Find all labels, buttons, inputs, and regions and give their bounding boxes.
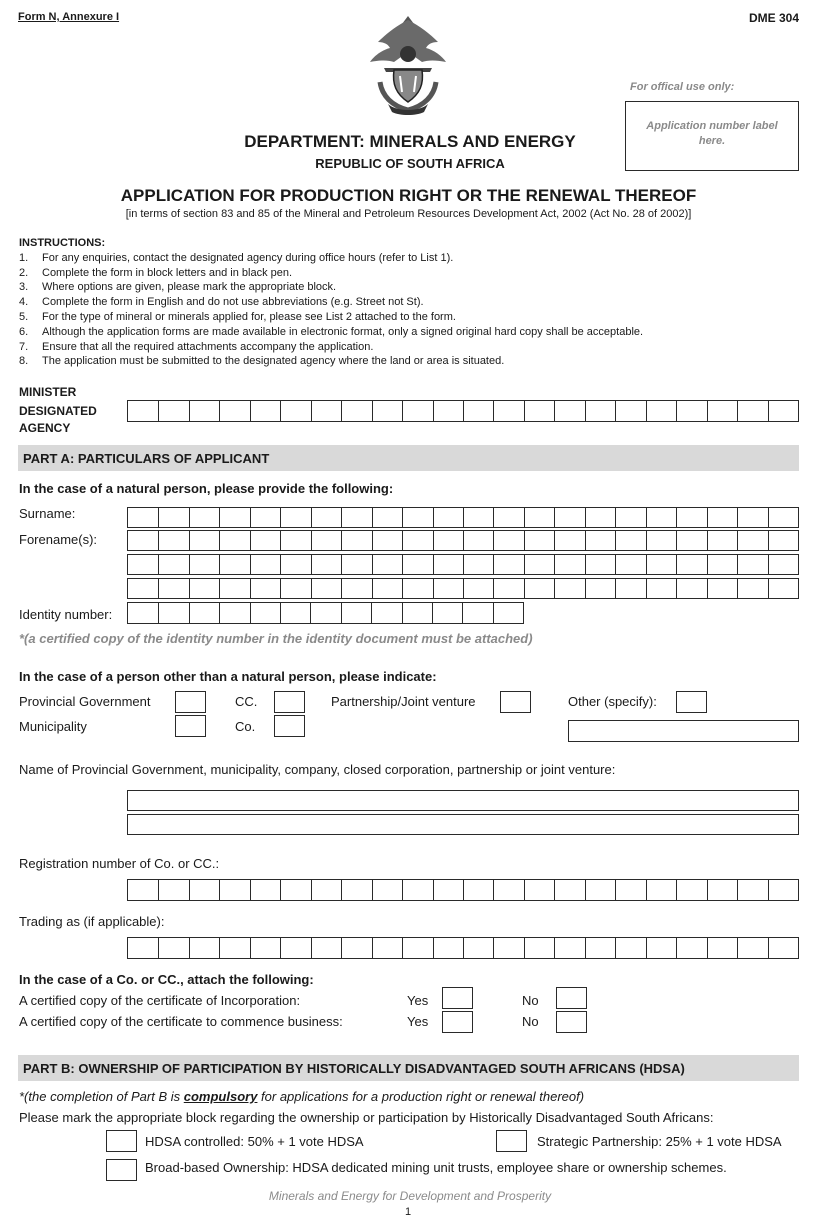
letter-cell[interactable] — [433, 531, 463, 550]
letter-cell[interactable] — [554, 508, 584, 527]
letter-cell[interactable] — [219, 555, 249, 574]
letter-cell[interactable] — [524, 508, 554, 527]
letter-cell[interactable] — [676, 555, 706, 574]
letter-cell[interactable] — [341, 880, 371, 900]
letter-cell[interactable] — [341, 508, 371, 527]
letter-cell[interactable] — [768, 555, 798, 574]
provincial-government-checkbox[interactable] — [175, 691, 206, 713]
letter-cell[interactable] — [585, 508, 615, 527]
minister-label-line1: MINISTER — [19, 385, 77, 399]
letter-cell[interactable] — [737, 555, 767, 574]
letter-cell[interactable] — [676, 531, 706, 550]
letter-cell[interactable] — [463, 880, 493, 900]
part-b-note — [19, 1089, 584, 1104]
letter-cell[interactable] — [646, 508, 676, 527]
registration-number-label: Registration number of Co. or CC.: — [19, 856, 220, 871]
letter-cell[interactable] — [189, 938, 219, 958]
cert-commence-no-checkbox[interactable] — [556, 1011, 587, 1033]
letter-cell[interactable] — [615, 579, 645, 598]
instruction-text: For the type of mineral or minerals applied for, please see List 2 attached to the form. — [42, 310, 456, 323]
letter-cell[interactable] — [341, 531, 371, 550]
letter-cell[interactable] — [707, 938, 737, 958]
letter-cell[interactable] — [676, 508, 706, 527]
letter-cell[interactable] — [433, 401, 463, 421]
letter-cell[interactable] — [433, 508, 463, 527]
letter-cell[interactable] — [646, 579, 676, 598]
hdsa-controlled-checkbox[interactable] — [106, 1130, 137, 1152]
instruction-number: 6. — [19, 325, 29, 338]
partnership-checkbox[interactable] — [500, 691, 531, 713]
letter-cell[interactable] — [585, 555, 615, 574]
minister-label-line3: AGENCY — [19, 421, 71, 435]
application-number-placeholder: Application number label here. — [646, 120, 778, 147]
entity-name-label: Name of Provincial Government, municipality, company, closed corporation, partnership or joint venture: — [19, 762, 616, 777]
other-specify-input[interactable] — [568, 720, 799, 742]
letter-cell[interactable] — [280, 880, 310, 900]
instructions-list — [19, 251, 643, 369]
natural-person-heading: In the case of a natural person, please provide the following: — [19, 481, 394, 496]
letter-cell[interactable] — [768, 938, 798, 958]
strategic-partnership-checkbox[interactable] — [496, 1130, 527, 1152]
letter-cell[interactable] — [524, 401, 554, 421]
letter-cell[interactable] — [737, 531, 767, 550]
letter-cell[interactable] — [676, 401, 706, 421]
letter-cell[interactable] — [493, 508, 523, 527]
letter-cell[interactable] — [402, 508, 432, 527]
instruction-text: For any enquiries, contact the designated agency during office hours (refer to List 1). — [42, 251, 454, 264]
letter-cell[interactable] — [341, 401, 371, 421]
letter-cell[interactable] — [768, 531, 798, 550]
instruction-number: 8. — [19, 355, 29, 368]
letter-cell[interactable] — [128, 555, 158, 574]
letter-cell[interactable] — [311, 579, 341, 598]
letter-cell[interactable] — [524, 880, 554, 900]
instruction-item — [19, 354, 643, 369]
letter-cell[interactable] — [219, 938, 249, 958]
cert-incorporation-yes-checkbox[interactable] — [442, 987, 473, 1009]
letter-cell[interactable] — [493, 579, 523, 598]
cc-label: CC. — [235, 694, 258, 709]
instruction-item — [19, 340, 643, 355]
letter-cell[interactable] — [189, 555, 219, 574]
letter-cell[interactable] — [615, 401, 645, 421]
instruction-item — [19, 280, 643, 295]
instruction-text: Although the application forms are made available in electronic format, only a signed original hard copy shall be acceptable. — [42, 325, 644, 338]
cert-incorporation-yes-label: Yes — [407, 993, 429, 1008]
letter-cell[interactable] — [707, 531, 737, 550]
co-label: Co. — [235, 719, 256, 734]
cert-commence-yes-label: Yes — [407, 1014, 429, 1029]
letter-cell[interactable] — [280, 579, 310, 598]
instruction-item — [19, 310, 643, 325]
letter-cell[interactable] — [128, 938, 158, 958]
letter-cell[interactable] — [372, 579, 402, 598]
letter-cell[interactable] — [280, 603, 310, 623]
letter-cell[interactable] — [341, 603, 371, 623]
letter-cell[interactable] — [250, 531, 280, 550]
letter-cell[interactable] — [311, 555, 341, 574]
trading-as-input[interactable] — [127, 937, 799, 959]
letter-cell[interactable] — [250, 401, 280, 421]
letter-cell[interactable] — [372, 401, 402, 421]
letter-cell[interactable] — [311, 938, 341, 958]
letter-cell[interactable] — [158, 938, 188, 958]
surname-label: Surname: — [19, 506, 76, 521]
form-reference: Form N, Annexure I — [18, 11, 120, 23]
footer-motto: Minerals and Energy for Development and Prosperity — [268, 1189, 552, 1203]
letter-cell[interactable] — [372, 938, 402, 958]
letter-cell[interactable] — [219, 880, 249, 900]
instruction-item — [19, 266, 643, 281]
letter-cell[interactable] — [463, 508, 493, 527]
letter-cell[interactable] — [554, 555, 584, 574]
letter-cell[interactable] — [250, 880, 280, 900]
letter-cell[interactable] — [280, 555, 310, 574]
letter-cell[interactable] — [615, 555, 645, 574]
letter-cell[interactable] — [615, 880, 645, 900]
letter-cell[interactable] — [707, 555, 737, 574]
letter-cell[interactable] — [585, 579, 615, 598]
letter-cell[interactable] — [341, 555, 371, 574]
instruction-number: 2. — [19, 266, 29, 279]
letter-cell[interactable] — [128, 401, 158, 421]
instruction-text: Where options are given, please mark the appropriate block. — [42, 281, 337, 294]
letter-cell[interactable] — [768, 880, 798, 900]
form-title: APPLICATION FOR PRODUCTION RIGHT OR THE RENEWAL THEREOF — [120, 186, 697, 205]
other-person-heading: In the case of a person other than a natural person, please indicate: — [19, 669, 437, 684]
letter-cell[interactable] — [737, 508, 767, 527]
broad-based-ownership-checkbox[interactable] — [106, 1159, 137, 1181]
letter-cell[interactable] — [402, 401, 432, 421]
instructions — [19, 236, 643, 369]
letter-cell[interactable] — [433, 938, 463, 958]
letter-cell[interactable] — [524, 938, 554, 958]
letter-cell[interactable] — [646, 555, 676, 574]
letter-cell[interactable] — [402, 880, 432, 900]
letter-cell[interactable] — [158, 555, 188, 574]
instruction-number: 7. — [19, 340, 29, 353]
letter-cell[interactable] — [493, 880, 523, 900]
letter-cell[interactable] — [493, 531, 523, 550]
letter-cell[interactable] — [707, 579, 737, 598]
letter-cell[interactable] — [310, 603, 340, 623]
instruction-text: Ensure that all the required attachments accompany the application. — [42, 340, 374, 353]
instruction-number: 5. — [19, 310, 29, 323]
letter-cell[interactable] — [189, 508, 219, 527]
letter-cell[interactable] — [250, 579, 280, 598]
coat-of-arms-emblem — [366, 12, 450, 116]
letter-cell[interactable] — [189, 603, 219, 623]
letter-cell[interactable] — [737, 401, 767, 421]
letter-cell[interactable] — [433, 579, 463, 598]
letter-cell[interactable] — [280, 401, 310, 421]
letter-cell[interactable] — [280, 508, 310, 527]
letter-cell[interactable] — [585, 880, 615, 900]
letter-cell[interactable] — [250, 603, 280, 623]
letter-cell[interactable] — [402, 603, 432, 623]
letter-cell[interactable] — [463, 531, 493, 550]
letter-cell[interactable] — [615, 508, 645, 527]
letter-cell[interactable] — [554, 938, 584, 958]
identity-number-label: Identity number: — [19, 607, 113, 622]
hdsa-controlled-label: HDSA controlled: 50% + 1 vote HDSA — [145, 1134, 364, 1149]
broad-based-ownership-label: Broad-based Ownership: HDSA dedicated mining unit trusts, employee share or ownership schemes. — [145, 1160, 727, 1175]
partnership-label: Partnership/Joint venture — [331, 694, 476, 709]
letter-cell[interactable] — [676, 579, 706, 598]
provincial-government-label: Provincial Government — [19, 694, 151, 709]
identity-number-input[interactable] — [127, 602, 524, 624]
part-b-note-pre: *(the completion of Part B is — [19, 1089, 184, 1104]
letter-cell[interactable] — [554, 401, 584, 421]
letter-cell[interactable] — [493, 401, 523, 421]
minister-label — [19, 383, 97, 436]
letter-cell[interactable] — [646, 531, 676, 550]
letter-cell[interactable] — [250, 508, 280, 527]
letter-cell[interactable] — [433, 880, 463, 900]
letter-cell[interactable] — [128, 579, 158, 598]
letter-cell[interactable] — [158, 531, 188, 550]
letter-cell[interactable] — [524, 531, 554, 550]
forenames-input-row3[interactable] — [127, 578, 799, 599]
letter-cell[interactable] — [463, 401, 493, 421]
letter-cell[interactable] — [707, 508, 737, 527]
letter-cell[interactable] — [158, 603, 188, 623]
instruction-item — [19, 251, 643, 266]
department-title: DEPARTMENT: MINERALS AND ENERGY — [244, 132, 576, 151]
instruction-text: Complete the form in block letters and in black pen. — [42, 266, 293, 279]
cert-incorporation-label: A certified copy of the certificate of Incorporation: — [19, 993, 301, 1008]
designated-agency-input[interactable] — [127, 400, 799, 422]
official-use-label: For offical use only: — [630, 81, 735, 93]
strategic-partnership-label: Strategic Partnership: 25% + 1 vote HDSA — [537, 1134, 782, 1149]
letter-cell[interactable] — [554, 880, 584, 900]
entity-name-input-1[interactable] — [127, 790, 799, 811]
letter-cell[interactable] — [463, 555, 493, 574]
letter-cell[interactable] — [737, 880, 767, 900]
attach-heading: In the case of a Co. or CC., attach the following: — [19, 972, 314, 987]
letter-cell[interactable] — [372, 531, 402, 550]
instruction-item — [19, 295, 643, 310]
form-code: DME 304 — [748, 11, 799, 25]
letter-cell[interactable] — [219, 603, 249, 623]
letter-cell[interactable] — [402, 938, 432, 958]
letter-cell[interactable] — [768, 508, 798, 527]
form-subtitle: [in terms of section 83 and 85 of the Mineral and Petroleum Resources Development Act, 2002 (Act No. 28 of 2002)] — [125, 208, 692, 220]
letter-cell[interactable] — [341, 938, 371, 958]
letter-cell[interactable] — [585, 401, 615, 421]
letter-cell[interactable] — [768, 579, 798, 598]
minister-label-line2: DESIGNATED — [19, 403, 97, 418]
letter-cell[interactable] — [433, 555, 463, 574]
letter-cell[interactable] — [585, 938, 615, 958]
letter-cell[interactable] — [189, 880, 219, 900]
letter-cell[interactable] — [311, 531, 341, 550]
letter-cell[interactable] — [737, 579, 767, 598]
letter-cell[interactable] — [554, 579, 584, 598]
letter-cell[interactable] — [189, 531, 219, 550]
letter-cell[interactable] — [463, 579, 493, 598]
letter-cell[interactable] — [250, 938, 280, 958]
letter-cell[interactable] — [219, 531, 249, 550]
letter-cell[interactable] — [493, 603, 523, 623]
letter-cell[interactable] — [189, 579, 219, 598]
cert-incorporation-no-checkbox[interactable] — [556, 987, 587, 1009]
letter-cell[interactable] — [768, 401, 798, 421]
forenames-label: Forename(s): — [19, 532, 98, 547]
letter-cell[interactable] — [311, 401, 341, 421]
letter-cell[interactable] — [707, 880, 737, 900]
letter-cell[interactable] — [554, 531, 584, 550]
letter-cell[interactable] — [372, 555, 402, 574]
letter-cell[interactable] — [128, 603, 158, 623]
letter-cell[interactable] — [158, 880, 188, 900]
identity-note: *(a certified copy of the identity number in the identity document must be attached) — [19, 631, 533, 646]
letter-cell[interactable] — [219, 508, 249, 527]
letter-cell[interactable] — [737, 938, 767, 958]
letter-cell[interactable] — [615, 531, 645, 550]
letter-cell[interactable] — [402, 531, 432, 550]
instructions-heading: INSTRUCTIONS: — [19, 237, 106, 249]
letter-cell[interactable] — [280, 938, 310, 958]
letter-cell[interactable] — [402, 555, 432, 574]
surname-input[interactable] — [127, 507, 799, 528]
municipality-checkbox[interactable] — [175, 715, 206, 737]
page-number: 1 — [404, 1206, 412, 1218]
letter-cell[interactable] — [128, 531, 158, 550]
letter-cell[interactable] — [524, 579, 554, 598]
letter-cell[interactable] — [493, 938, 523, 958]
other-checkbox[interactable] — [676, 691, 707, 713]
letter-cell[interactable] — [462, 603, 492, 623]
letter-cell[interactable] — [646, 880, 676, 900]
letter-cell[interactable] — [250, 555, 280, 574]
forenames-input-row1[interactable] — [127, 530, 799, 551]
letter-cell[interactable] — [311, 508, 341, 527]
part-b-note-compulsory: compulsory — [183, 1089, 258, 1104]
co-checkbox[interactable] — [274, 715, 305, 737]
letter-cell[interactable] — [463, 938, 493, 958]
cert-commence-no-label: No — [522, 1014, 539, 1029]
letter-cell[interactable] — [280, 531, 310, 550]
entity-name-input-2[interactable] — [127, 814, 799, 835]
letter-cell[interactable] — [585, 531, 615, 550]
letter-cell[interactable] — [676, 938, 706, 958]
letter-cell[interactable] — [646, 938, 676, 958]
letter-cell[interactable] — [341, 579, 371, 598]
letter-cell[interactable] — [372, 508, 402, 527]
cert-commence-yes-checkbox[interactable] — [442, 1011, 473, 1033]
trading-as-label: Trading as (if applicable): — [19, 914, 165, 929]
cert-incorporation-no-label: No — [522, 993, 539, 1008]
letter-cell[interactable] — [402, 579, 432, 598]
letter-cell[interactable] — [646, 401, 676, 421]
letter-cell[interactable] — [615, 938, 645, 958]
letter-cell[interactable] — [524, 555, 554, 574]
instruction-number: 4. — [19, 296, 29, 309]
letter-cell[interactable] — [158, 508, 188, 527]
letter-cell[interactable] — [493, 555, 523, 574]
letter-cell[interactable] — [158, 401, 188, 421]
part-b-instruction: Please mark the appropriate block regarding the ownership or participation by Historically Disadvantaged South Africans: — [19, 1110, 714, 1125]
municipality-label: Municipality — [19, 719, 87, 734]
letter-cell[interactable] — [219, 579, 249, 598]
instruction-text: The application must be submitted to the designated agency where the land or area is situated. — [42, 355, 505, 368]
letter-cell[interactable] — [219, 401, 249, 421]
letter-cell[interactable] — [676, 880, 706, 900]
letter-cell[interactable] — [311, 880, 341, 900]
instruction-item — [19, 325, 643, 340]
letter-cell[interactable] — [707, 401, 737, 421]
cert-commence-label: A certified copy of the certificate to commence business: — [19, 1014, 343, 1029]
forenames-input-row2[interactable] — [127, 554, 799, 575]
other-specify-label: Other (specify): — [568, 694, 657, 709]
letter-cell[interactable] — [432, 603, 462, 623]
letter-cell[interactable] — [158, 579, 188, 598]
cc-checkbox[interactable] — [274, 691, 305, 713]
part-a-heading: PART A: PARTICULARS OF APPLICANT — [18, 445, 799, 471]
letter-cell[interactable] — [371, 603, 401, 623]
instruction-number: 3. — [19, 281, 29, 294]
republic-title: REPUBLIC OF SOUTH AFRICA — [315, 156, 505, 171]
instruction-text: Complete the form in English and do not use abbreviations (e.g. Street not St). — [42, 296, 424, 309]
letter-cell[interactable] — [372, 880, 402, 900]
letter-cell[interactable] — [128, 508, 158, 527]
letter-cell[interactable] — [189, 401, 219, 421]
part-b-note-post: for applications for a production right or renewal thereof) — [257, 1089, 585, 1104]
registration-number-input[interactable] — [127, 879, 799, 901]
instruction-number: 1. — [19, 251, 29, 264]
part-b-heading: PART B: OWNERSHIP OF PARTICIPATION BY HISTORICALLY DISADVANTAGED SOUTH AFRICANS (HDSA) — [18, 1055, 799, 1081]
letter-cell[interactable] — [128, 880, 158, 900]
